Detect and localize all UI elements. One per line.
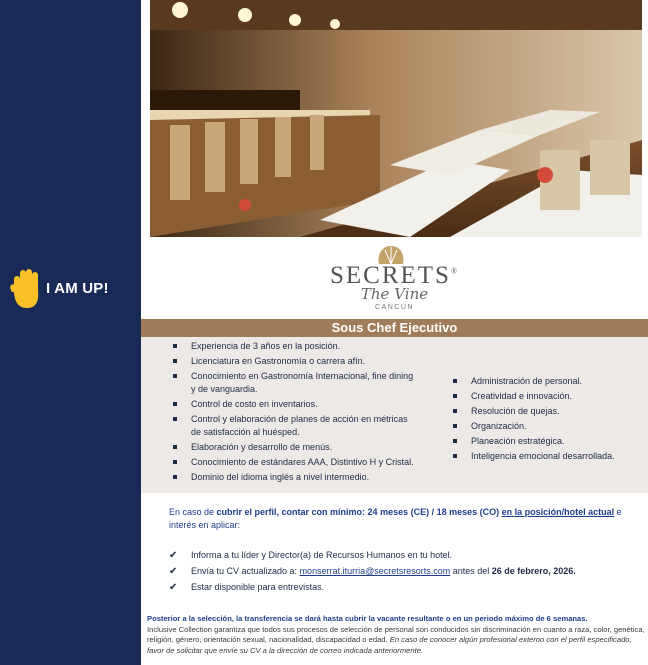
list-item: Resolución de quejas. (453, 405, 643, 418)
left-sidebar (0, 0, 141, 665)
requirements-left-list (173, 340, 418, 486)
secrets-logo (141, 240, 648, 318)
restaurant-image (150, 0, 642, 237)
list-item: ✔ Envía tu CV actualizado a: monserrat.iturria@secretsresorts.com antes del 26 de febrero, 2026. (169, 566, 576, 577)
list-item: Elaboración y desarrollo de menús. (173, 441, 418, 454)
requirements-right-list (453, 375, 643, 465)
application-conditions: En caso de cubrir el perfil, contar con mínimo: 24 meses (CE) / 18 meses (CO) en la posición/hotel actual e interés en aplicar: (169, 507, 622, 530)
logo-subtitle: The Vine (360, 285, 429, 303)
list-item: Licenciatura en Gastronomía o carrera afín. (173, 355, 418, 368)
list-item: Conocimiento en Gastronomía Internacional, fine dining y de vanguardia. (173, 370, 418, 396)
raised-hand-icon (10, 266, 42, 310)
list-item: ✔ Informa a tu líder y Director(a) de Recursos Humanos en tu hotel. (169, 550, 453, 561)
checkmark-icon: ✔ (169, 550, 178, 561)
list-item: Inteligencia emocional desarrollada. (453, 450, 643, 463)
list-item: Dominio del idioma inglés a nivel intermedio. (173, 471, 418, 484)
list-item: ✔ Estar disponible para entrevistas. (169, 582, 325, 593)
list-item: Control de costo en inventarios. (173, 398, 418, 411)
badge-text: I AM UP! (46, 279, 109, 297)
list-item: Creatividad e innovación. (453, 390, 643, 403)
transfer-note: Posterior a la selección, la transferencia se dará hasta cubrir la vacante resultante o en un periodo máximo de 6 semanas. (147, 614, 588, 623)
logo-brand: SECRETS® (329, 262, 460, 289)
i-am-up-badge (10, 266, 109, 310)
job-title: Sous Chef Ejecutivo (141, 319, 648, 337)
list-item: Planeación estratégica. (453, 435, 643, 448)
footer-notes (147, 614, 645, 656)
checkmark-icon: ✔ (169, 582, 178, 593)
email-link[interactable]: monserrat.iturria@secretsresorts.com (299, 566, 451, 576)
deadline-date: 26 de febrero, 2026. (491, 566, 576, 576)
list-item: Control y elaboración de planes de acción en métricas de satisfacción al huésped. (173, 413, 418, 439)
list-item: Organización. (453, 420, 643, 433)
disclaimer-text: Inclusive Collection garantiza que todos sus procesos de selección de personal son conducidos sin discriminación en cuanto a raza, color, genética, religión, género, orientación sexual, nacionalidad, discapacidad o edad. En caso de conocer algún profesional externo con el perfil especificado, favor de solicitar que envíe su CV a la dirección de correo indicada anteriormente. (147, 624, 645, 655)
requirements-panel (141, 337, 648, 493)
list-item: Experiencia de 3 años en la posición. (173, 340, 418, 353)
restaurant-photo (150, 0, 642, 237)
list-item: Administración de personal. (453, 375, 643, 388)
application-steps (169, 549, 647, 597)
list-item: Conocimiento de estándares AAA, Distintivo H y Cristal. (173, 456, 418, 469)
checkmark-icon: ✔ (169, 566, 178, 577)
logo-location: CANCUN (375, 304, 414, 311)
